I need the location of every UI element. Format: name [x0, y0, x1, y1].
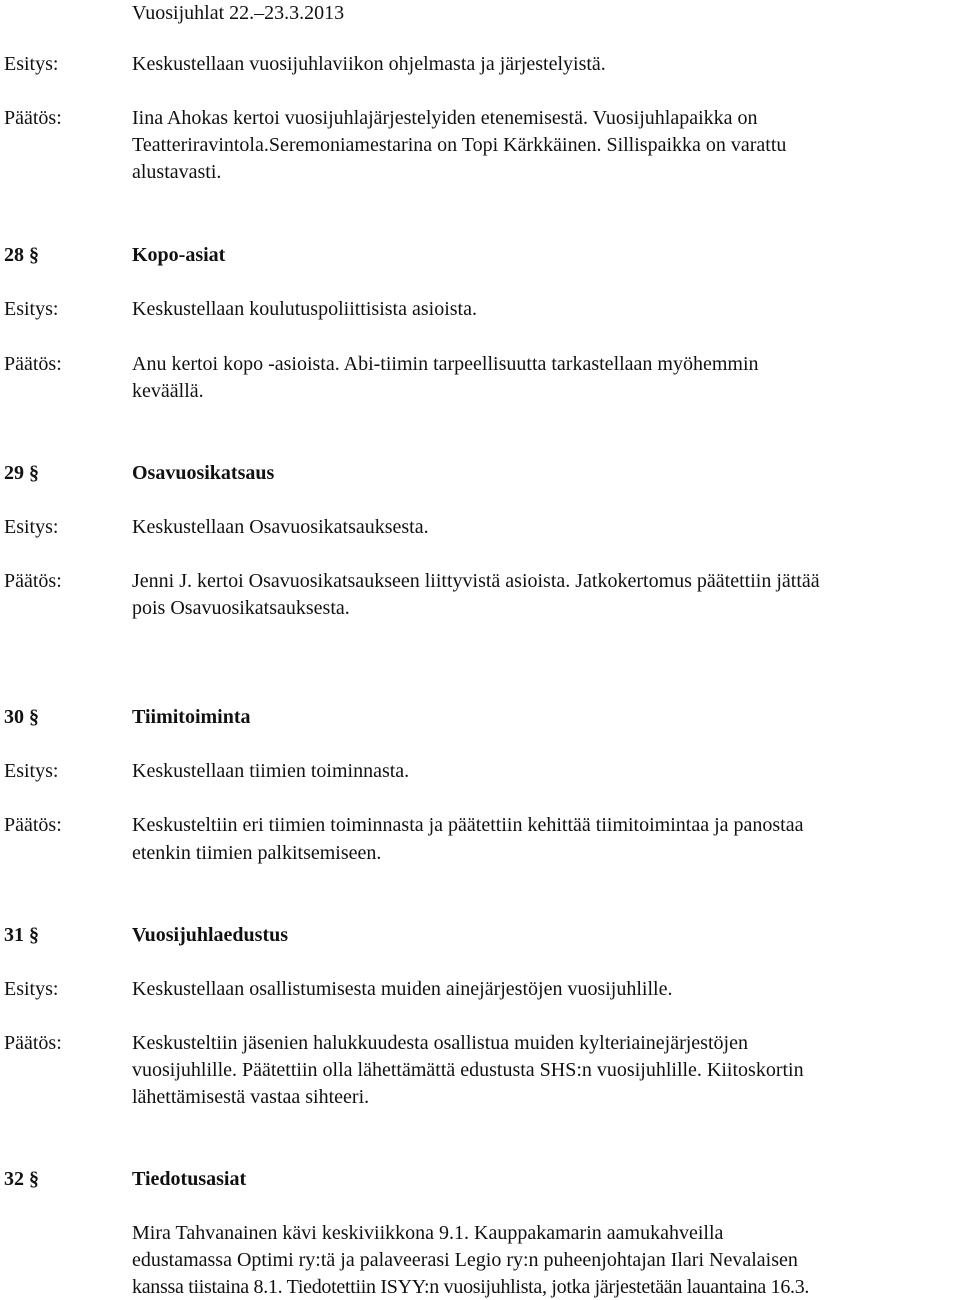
paatos-line: Teatteriravintola.Seremoniamestarina on Topi Kärkkäinen. Sillispaikka on varattu [132, 134, 787, 156]
section-sign-icon: § [29, 1168, 39, 1190]
paatos-label: Päätös: [4, 570, 62, 592]
section-title: Kopo-asiat [132, 244, 226, 266]
section-sign-icon: § [29, 244, 39, 266]
paatos-line: etenkin tiimien palkitsemiseen. [132, 842, 382, 864]
esitys-label: Esitys: [4, 978, 59, 1000]
esitys-label: Esitys: [4, 516, 59, 538]
paatos-label: Päätös: [4, 1032, 62, 1054]
paatos-line: Anu kertoi kopo -asioista. Abi-tiimin tarpeellisuutta tarkastellaan myöhemmin [132, 353, 759, 375]
event-title: Vuosijuhlat 22.–23.3.2013 [132, 2, 345, 24]
esitys-text: Keskustellaan koulutuspoliittisista asioista. [132, 298, 477, 320]
paatos-line: Iina Ahokas kertoi vuosijuhlajärjestelyiden etenemisestä. Vuosijuhlapaikka on [132, 107, 758, 129]
paatos-label: Päätös: [4, 814, 62, 836]
body-line: Mira Tahvanainen kävi keskiviikkona 9.1. Kauppakamarin aamukahveilla [132, 1222, 724, 1244]
paatos-line: pois Osavuosikatsauksesta. [132, 597, 350, 619]
esitys-text: Keskustellaan vuosijuhlaviikon ohjelmasta ja järjestelyistä. [132, 53, 606, 75]
section-sign-icon: § [29, 924, 39, 946]
paatos-line: lähettämisestä vastaa sihteeri. [132, 1086, 370, 1108]
paatos-label: Päätös: [4, 107, 62, 129]
esitys-label: Esitys: [4, 298, 59, 320]
section-sign-icon: § [29, 462, 39, 484]
esitys-label: Esitys: [4, 760, 59, 782]
paatos-label: Päätös: [4, 353, 62, 375]
section-title: Vuosijuhlaedustus [132, 924, 289, 946]
paatos-line: Jenni J. kertoi Osavuosikatsaukseen liittyvistä asioista. Jatkokertomus päätettiin jättää [132, 570, 820, 592]
paatos-line: keväällä. [132, 380, 204, 402]
body-line: kanssa tiistaina 8.1. Tiedotettiin ISYY:n vuosijuhlista, jotka järjestetään lauantaina 16.3. [132, 1276, 810, 1298]
section-number: 28 § [4, 244, 39, 266]
section-title: Tiimitoiminta [132, 706, 251, 728]
body-line: edustamassa Optimi ry:tä ja palaveerasi Legio ry:n puheenjohtajan Ilari Nevalaisen [132, 1249, 798, 1271]
paatos-line: Keskusteltiin eri tiimien toiminnasta ja päätettiin kehittää tiimitoimintaa ja panostaa [132, 814, 804, 836]
esitys-text: Keskustellaan tiimien toiminnasta. [132, 760, 410, 782]
section-sign-icon: § [29, 706, 39, 728]
esitys-text: Keskustellaan osallistumisesta muiden ainejärjestöjen vuosijuhlille. [132, 978, 673, 1000]
paatos-line: Keskusteltiin jäsenien halukkuudesta osallistua muiden kylteriainejärjestöjen [132, 1032, 748, 1054]
section-title: Osavuosikatsaus [132, 462, 275, 484]
esitys-text: Keskustellaan Osavuosikatsauksesta. [132, 516, 429, 538]
paatos-line: alustavasti. [132, 161, 222, 183]
paatos-line: vuosijuhlille. Päätettiin olla lähettämättä edustusta SHS:n vuosijuhlille. Kiitoskortin [132, 1059, 804, 1081]
section-number: 32 § [4, 1168, 39, 1190]
section-number: 31 § [4, 924, 39, 946]
section-title: Tiedotusasiat [132, 1168, 247, 1190]
section-number: 30 § [4, 706, 39, 728]
esitys-label: Esitys: [4, 53, 59, 75]
section-number: 29 § [4, 462, 39, 484]
